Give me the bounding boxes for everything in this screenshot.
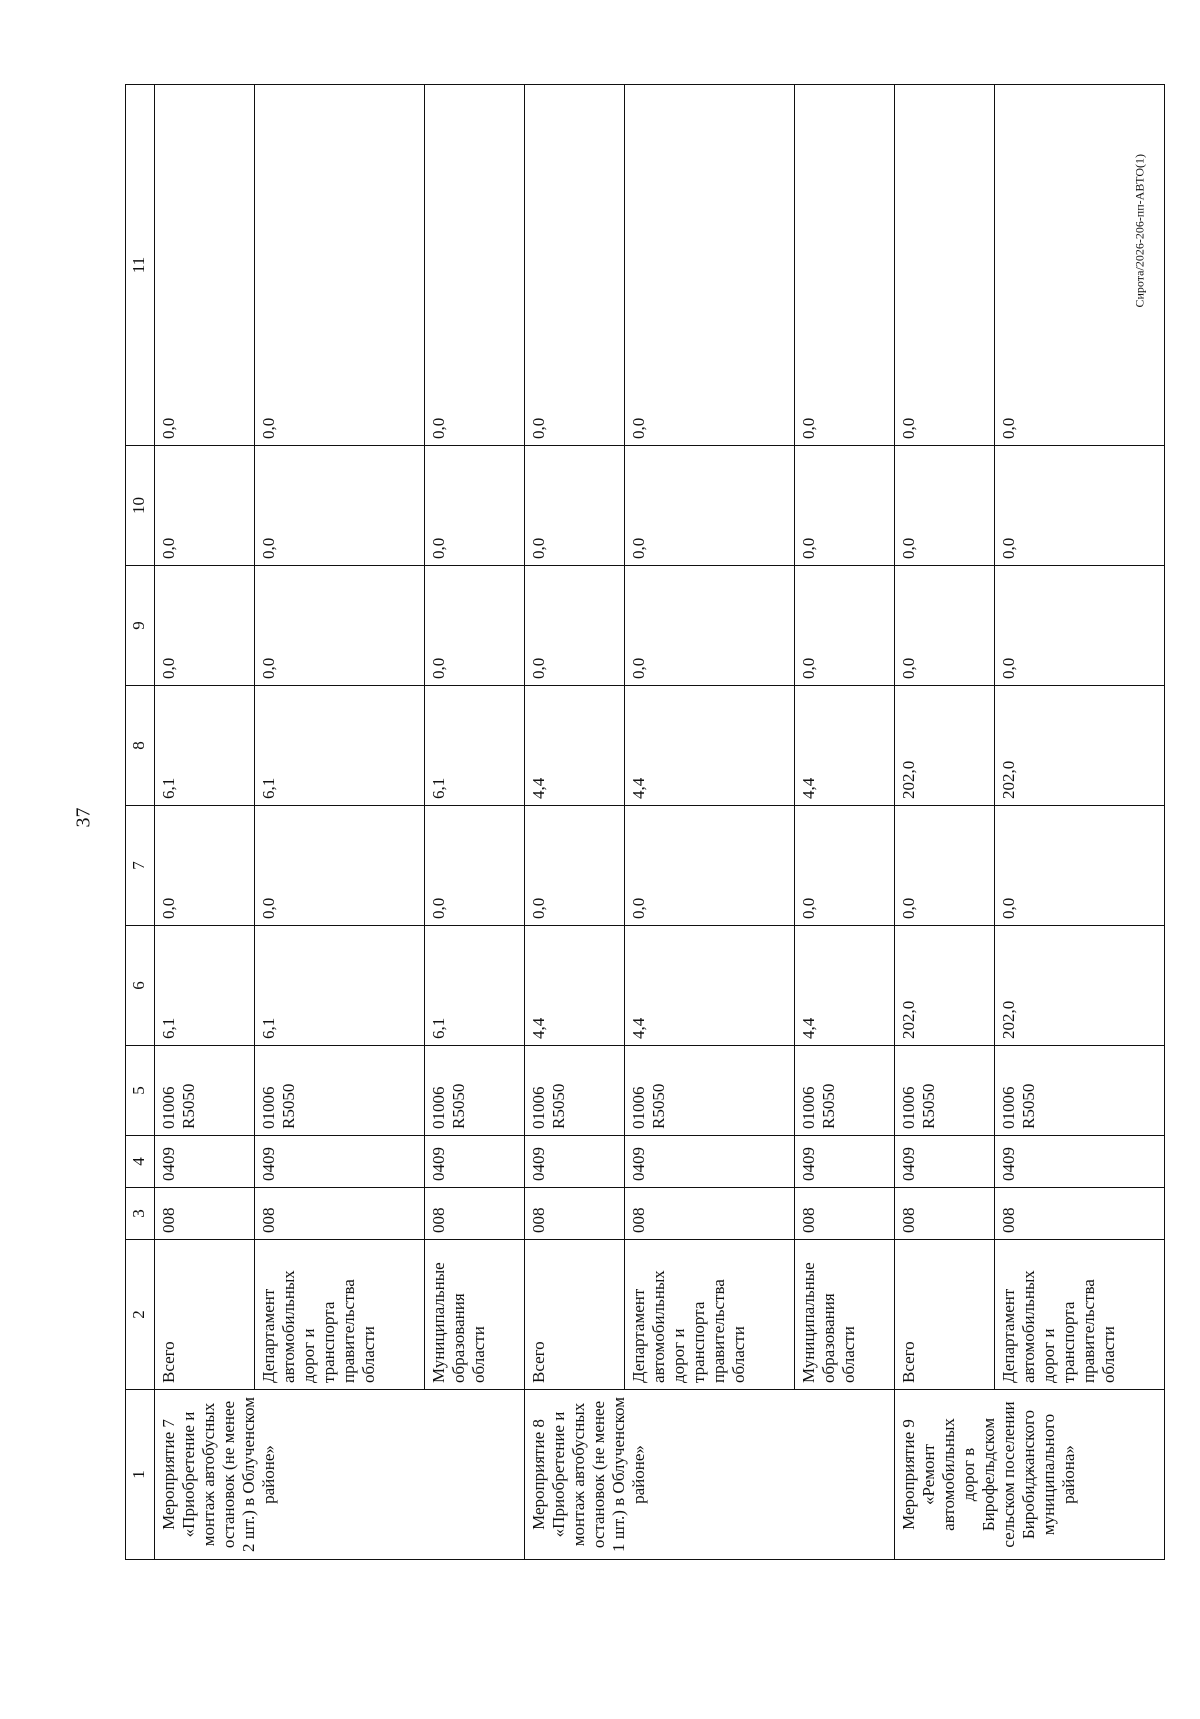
table-row: [795, 85, 895, 1560]
value-cell: 0,0: [995, 446, 1165, 566]
executor-cell: Департамент автомобильных дорог и транспорта правительства области: [995, 1240, 1165, 1390]
csr-cell: 01006 R5050: [425, 1046, 525, 1136]
executor-cell: Всего: [895, 1240, 995, 1390]
column-header: 11: [126, 85, 155, 446]
table-row: [425, 85, 525, 1560]
rzpr-cell: 0409: [155, 1136, 255, 1188]
grbs-cell: 008: [155, 1188, 255, 1240]
value-cell: 4,4: [625, 686, 795, 806]
value-cell: 0,0: [995, 85, 1165, 446]
value-cell: 4,4: [525, 926, 625, 1046]
table-row: [255, 85, 425, 1560]
value-cell: 6,1: [425, 686, 525, 806]
value-cell: 0,0: [625, 446, 795, 566]
value-cell: 0,0: [155, 566, 255, 686]
column-header: 1: [126, 1390, 155, 1560]
column-header: 2: [126, 1240, 155, 1390]
value-cell: 6,1: [255, 686, 425, 806]
value-cell: 0,0: [795, 446, 895, 566]
value-cell: 0,0: [525, 85, 625, 446]
executor-cell: Всего: [525, 1240, 625, 1390]
csr-cell: 01006 R5050: [255, 1046, 425, 1136]
executor-cell: Муниципальные образования области: [795, 1240, 895, 1390]
value-cell: 4,4: [525, 686, 625, 806]
value-cell: 0,0: [155, 806, 255, 926]
grbs-cell: 008: [795, 1188, 895, 1240]
value-cell: 0,0: [425, 566, 525, 686]
executor-cell: Департамент автомобильных дорог и транспорта правительства области: [255, 1240, 425, 1390]
value-cell: 0,0: [425, 85, 525, 446]
csr-cell: 01006 R5050: [625, 1046, 795, 1136]
value-cell: 0,0: [625, 566, 795, 686]
value-cell: 202,0: [995, 926, 1165, 1046]
rzpr-cell: 0409: [425, 1136, 525, 1188]
csr-cell: 01006 R5050: [525, 1046, 625, 1136]
value-cell: 0,0: [995, 566, 1165, 686]
value-cell: 0,0: [155, 446, 255, 566]
grbs-cell: 008: [425, 1188, 525, 1240]
value-cell: 0,0: [895, 85, 995, 446]
executor-cell: Муниципальные образования области: [425, 1240, 525, 1390]
rotated-table-wrapper: [125, 80, 1125, 1560]
footer-code: Сирота/2026-206-пп-АВТО(1): [1132, 154, 1147, 308]
value-cell: 0,0: [155, 85, 255, 446]
budget-table: [125, 84, 1165, 1560]
value-cell: 6,1: [425, 926, 525, 1046]
table-row: [155, 85, 255, 1560]
grbs-cell: 008: [255, 1188, 425, 1240]
value-cell: 0,0: [795, 566, 895, 686]
table-row: [895, 85, 995, 1560]
value-cell: 0,0: [895, 446, 995, 566]
rzpr-cell: 0409: [995, 1136, 1165, 1188]
value-cell: 6,1: [155, 686, 255, 806]
value-cell: 0,0: [525, 446, 625, 566]
table-row: [525, 85, 625, 1560]
column-header: 9: [126, 566, 155, 686]
activity-cell: Мероприятие 8 «Приобретение и монтаж автобусных остановок (не менее 1 шт.) в Облученском районе»: [525, 1390, 895, 1560]
table-row: [625, 85, 795, 1560]
csr-cell: 01006 R5050: [795, 1046, 895, 1136]
column-header: 4: [126, 1136, 155, 1188]
value-cell: 0,0: [425, 806, 525, 926]
value-cell: 202,0: [895, 686, 995, 806]
table-body: [126, 85, 1165, 1560]
value-cell: 4,4: [625, 926, 795, 1046]
rzpr-cell: 0409: [255, 1136, 425, 1188]
grbs-cell: 008: [895, 1188, 995, 1240]
value-cell: 0,0: [995, 806, 1165, 926]
rzpr-cell: 0409: [525, 1136, 625, 1188]
column-header: 7: [126, 806, 155, 926]
page-number: 37: [72, 807, 95, 828]
rzpr-cell: 0409: [795, 1136, 895, 1188]
header-row: [126, 85, 155, 1560]
column-header: 3: [126, 1188, 155, 1240]
column-header: 6: [126, 926, 155, 1046]
rzpr-cell: 0409: [625, 1136, 795, 1188]
value-cell: 6,1: [155, 926, 255, 1046]
value-cell: 0,0: [255, 566, 425, 686]
value-cell: 6,1: [255, 926, 425, 1046]
column-header: 10: [126, 446, 155, 566]
value-cell: 0,0: [255, 85, 425, 446]
csr-cell: 01006 R5050: [895, 1046, 995, 1136]
value-cell: 0,0: [255, 446, 425, 566]
value-cell: 0,0: [255, 806, 425, 926]
value-cell: 4,4: [795, 926, 895, 1046]
csr-cell: 01006 R5050: [155, 1046, 255, 1136]
table-row: [995, 85, 1165, 1560]
activity-cell: Мероприятие 9 «Ремонт автомобильных дорог в Бирофельдском сельском поселении Биробиджанского муниципального района»: [895, 1390, 1165, 1560]
value-cell: 202,0: [995, 686, 1165, 806]
value-cell: 0,0: [895, 566, 995, 686]
value-cell: 0,0: [625, 806, 795, 926]
value-cell: 0,0: [795, 806, 895, 926]
value-cell: 0,0: [625, 85, 795, 446]
value-cell: 0,0: [525, 566, 625, 686]
grbs-cell: 008: [525, 1188, 625, 1240]
value-cell: 4,4: [795, 686, 895, 806]
activity-cell: Мероприятие 7 «Приобретение и монтаж автобусных остановок (не менее 2 шт.) в Облученском районе»: [155, 1390, 525, 1560]
grbs-cell: 008: [625, 1188, 795, 1240]
value-cell: 0,0: [425, 446, 525, 566]
grbs-cell: 008: [995, 1188, 1165, 1240]
executor-cell: Департамент автомобильных дорог и транспорта правительства области: [625, 1240, 795, 1390]
value-cell: 0,0: [525, 806, 625, 926]
executor-cell: Всего: [155, 1240, 255, 1390]
value-cell: 0,0: [795, 85, 895, 446]
csr-cell: 01006 R5050: [995, 1046, 1165, 1136]
column-header: 8: [126, 686, 155, 806]
column-header: 5: [126, 1046, 155, 1136]
rzpr-cell: 0409: [895, 1136, 995, 1188]
value-cell: 202,0: [895, 926, 995, 1046]
value-cell: 0,0: [895, 806, 995, 926]
